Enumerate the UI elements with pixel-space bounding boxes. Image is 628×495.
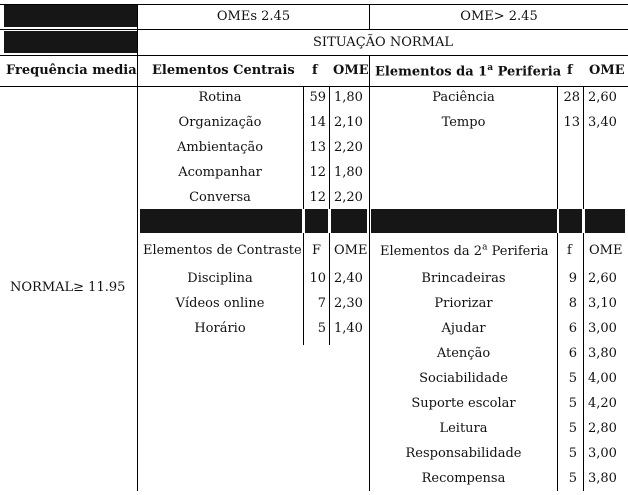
p2-name: Recompensa	[421, 471, 506, 486]
p2-f: 8	[568, 296, 577, 311]
header-rule-1	[0, 29, 628, 30]
p2-ome: 4,20	[588, 396, 617, 411]
p2-f: 6	[568, 321, 577, 336]
central-f: 14	[309, 115, 326, 130]
divider-block-4	[371, 209, 557, 233]
p2-f-header: f	[567, 243, 572, 258]
p2-ome: 3,80	[588, 346, 617, 361]
top-rule	[0, 4, 628, 5]
central-header: Elementos Centrais	[152, 63, 295, 78]
divider-block-1	[140, 209, 302, 233]
ome-low-header: OMEs 2.45	[216, 9, 291, 24]
divider-block-5	[559, 209, 582, 233]
p2-name: Priorizar	[434, 296, 493, 311]
header-rule-2	[0, 55, 628, 56]
divider-block-6	[585, 209, 625, 233]
contraste-header: Elementos de Contraste	[143, 243, 302, 258]
p2-f: 6	[568, 346, 577, 361]
p1-ome: 3,40	[588, 115, 617, 130]
central-name: Conversa	[189, 190, 251, 205]
vrule-left	[137, 4, 138, 491]
p2-f: 5	[568, 371, 577, 386]
p2-f: 5	[568, 421, 577, 436]
central-name: Ambientação	[176, 140, 264, 155]
contraste-f-header: F	[312, 243, 322, 258]
vrule-p1-ome	[583, 86, 584, 209]
p2-ome: 2,80	[588, 421, 617, 436]
p2-f: 9	[568, 271, 577, 286]
p2-f: 5	[568, 396, 577, 411]
p2-ome: 3,10	[588, 296, 617, 311]
contraste-name: Horário	[194, 321, 246, 336]
divider-block-3	[331, 209, 367, 233]
central-ome: 1,80	[334, 165, 363, 180]
p2-ome: 4,00	[588, 371, 617, 386]
contraste-ome: 2,40	[334, 271, 363, 286]
p2-ome: 3,00	[588, 446, 617, 461]
contraste-f: 7	[317, 296, 326, 311]
central-name: Acompanhar	[178, 165, 262, 180]
p1-ome-header: OME	[589, 63, 625, 78]
columns-rule	[0, 86, 628, 87]
periferia1-header: Elementos da 1$^a$ Periferia	[375, 63, 562, 80]
p2-ome: 3,80	[588, 471, 617, 486]
p2-name: Suporte escolar	[411, 396, 516, 411]
p1-ome: 2,60	[588, 90, 617, 105]
p2-name: Sociabilidade	[419, 371, 508, 386]
contraste-f: 5	[317, 321, 326, 336]
central-f: 13	[309, 140, 326, 155]
vrule-contraste-ome	[329, 233, 330, 345]
central-name: Organização	[178, 115, 262, 130]
p2-ome: 2,60	[588, 271, 617, 286]
contraste-f: 10	[309, 271, 326, 286]
p2-ome: 3,00	[588, 321, 617, 336]
p2-f: 5	[568, 446, 577, 461]
p2-name: Responsabilidade	[405, 446, 522, 461]
divider-block-2	[305, 209, 328, 233]
central-f-header: f	[312, 63, 318, 78]
central-ome-header: OME	[333, 63, 369, 78]
central-f: 12	[309, 165, 326, 180]
p2-name: Ajudar	[441, 321, 486, 336]
central-f: 59	[309, 90, 326, 105]
ome-high-header: OME> 2.45	[460, 9, 538, 24]
p1-name: Tempo	[441, 115, 486, 130]
p2-f: 5	[568, 471, 577, 486]
contraste-ome-header: OME	[334, 243, 368, 258]
row-label: NORMAL≥ 11.95	[10, 280, 126, 295]
contraste-name: Vídeos online	[175, 296, 265, 311]
contraste-name: Disciplina	[187, 271, 253, 286]
p2-name: Leitura	[439, 421, 488, 436]
central-f: 12	[309, 190, 326, 205]
p1-name: Paciência	[432, 90, 495, 105]
header-block-left	[4, 5, 137, 27]
situacao-block-left	[4, 31, 137, 53]
central-ome: 2,20	[334, 140, 363, 155]
p2-ome-header: OME	[589, 243, 623, 258]
contraste-ome: 2,30	[334, 296, 363, 311]
central-ome: 2,20	[334, 190, 363, 205]
freq-media-header: Frequência media	[6, 63, 137, 78]
contraste-ome: 1,40	[334, 321, 363, 336]
periferia2-header: Elementos da 2$^a$ Periferia	[380, 242, 549, 259]
p1-f-header: f	[567, 63, 573, 78]
p1-f: 28	[563, 90, 580, 105]
p2-name: Atenção	[436, 346, 491, 361]
vrule-mid-lower	[369, 55, 370, 491]
vrule-p2-ome	[583, 233, 584, 491]
situacao-header: SITUAÇÃO NORMAL	[313, 35, 453, 50]
central-name: Rotina	[198, 90, 242, 105]
central-ome: 1,80	[334, 90, 363, 105]
p1-f: 13	[563, 115, 580, 130]
vrule-central-ome	[329, 86, 330, 209]
central-ome: 2,10	[334, 115, 363, 130]
p2-name: Brincadeiras	[421, 271, 506, 286]
